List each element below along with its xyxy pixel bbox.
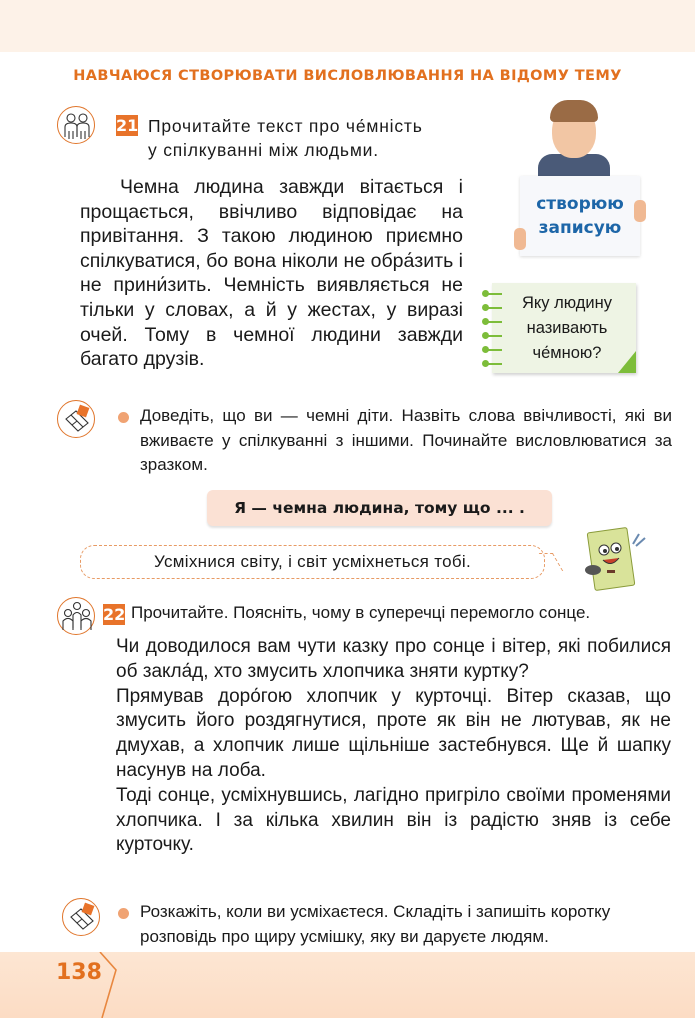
spiral-ring-icon bbox=[482, 304, 504, 310]
boy-with-sign-illustration bbox=[500, 100, 640, 255]
spiral-ring-icon bbox=[482, 332, 504, 338]
proverb-box: Усміхнися світу, і світ усміхнеться тобі. bbox=[80, 545, 545, 579]
page-divider-icon bbox=[98, 952, 120, 1018]
right-hand bbox=[634, 200, 646, 222]
page-number: 138 bbox=[56, 960, 102, 985]
reading-paragraph: Чемна людина завжди вітається і прощається, ввічливо відповідає на привітання. З такою людиною приємно спілкуватися, бо вона ніколи не обра́зить і не прини́зить. Чемність виявляється не тільки у словах, а й у жестах, у виразі очей. Тому в чемної людини завжди багато друзів. bbox=[80, 176, 463, 371]
sign-line-2: записую bbox=[538, 218, 622, 238]
story-paragraph: Тоді сонце, усміхнувшись, лагідно пригріло своїми променями хлопчика. І за кілька хвилин він із радістю зняв із себе курточку. bbox=[116, 784, 671, 856]
boy-hair bbox=[550, 100, 598, 122]
story-paragraph: Чи доводилося вам чути казку про сонце і вітер, які побилися об закла́д, хто змусить хлопчика зняти куртку? bbox=[116, 636, 671, 682]
question-line-2: називають bbox=[526, 319, 608, 337]
task-instruction bbox=[148, 114, 468, 162]
sign-card bbox=[520, 176, 640, 256]
task-number-badge: 21 bbox=[116, 116, 139, 135]
spiral-ring-icon bbox=[482, 360, 504, 366]
story-paragraph: Прямував доро́гою хлопчик у курточці. Вітер сказав, що змусить його роздягнутися, проте як він не лютував, як не дмухав, а хлопчик лише щільніше застебнувся. Ще й шапку насунув на лоба. bbox=[116, 685, 671, 781]
spiral-ring-icon bbox=[482, 290, 504, 296]
sample-sentence-box: Я — чемна людина, тому що ... . bbox=[207, 490, 552, 526]
question-note-card bbox=[492, 283, 636, 373]
section-title: НАВЧАЮСЯ СТВОРЮВАТИ ВИСЛОВЛЮВАННЯ НА ВІДОМУ ТЕМУ bbox=[73, 68, 622, 84]
bullet-icon bbox=[118, 412, 129, 423]
spiral-ring-icon bbox=[482, 346, 504, 352]
book-character-illustration bbox=[583, 522, 638, 594]
task-number-badge: 22 bbox=[103, 605, 126, 624]
puzzle-icon bbox=[57, 400, 95, 438]
top-page-band bbox=[0, 0, 695, 52]
story-text bbox=[116, 635, 671, 858]
note-fold-corner bbox=[618, 351, 636, 373]
instruction-line-2: у спілкуванні між людьми. bbox=[148, 140, 379, 160]
sign-line-1: створюю bbox=[536, 194, 624, 214]
reading-text bbox=[80, 175, 463, 372]
question-line-3: че́мною? bbox=[532, 344, 602, 362]
instruction-line-1: Прочитайте текст про че́мність bbox=[148, 116, 423, 136]
pair-work-icon bbox=[57, 106, 95, 144]
task-instruction: Прочитайте. Поясніть, чому в суперечці перемогло сонце. bbox=[131, 603, 591, 622]
question-line-1: Яку людину bbox=[521, 294, 612, 312]
group-work-icon bbox=[57, 597, 95, 635]
subtask-text: Розкажіть, коли ви усміхаєтеся. Складіть і запишіть коротку розповідь про щиру усмішку, яку ви даруєте людям. bbox=[140, 902, 611, 946]
spiral-ring-icon bbox=[482, 318, 504, 324]
bullet-icon bbox=[118, 908, 129, 919]
subtask-text: Доведіть, що ви — чемні діти. Назвіть слова ввічливості, які ви вживаєте у спілкуванні з іншими. Починайте висловлюватися за зразком. bbox=[140, 406, 672, 474]
puzzle-icon bbox=[62, 898, 100, 936]
left-hand bbox=[514, 228, 526, 250]
